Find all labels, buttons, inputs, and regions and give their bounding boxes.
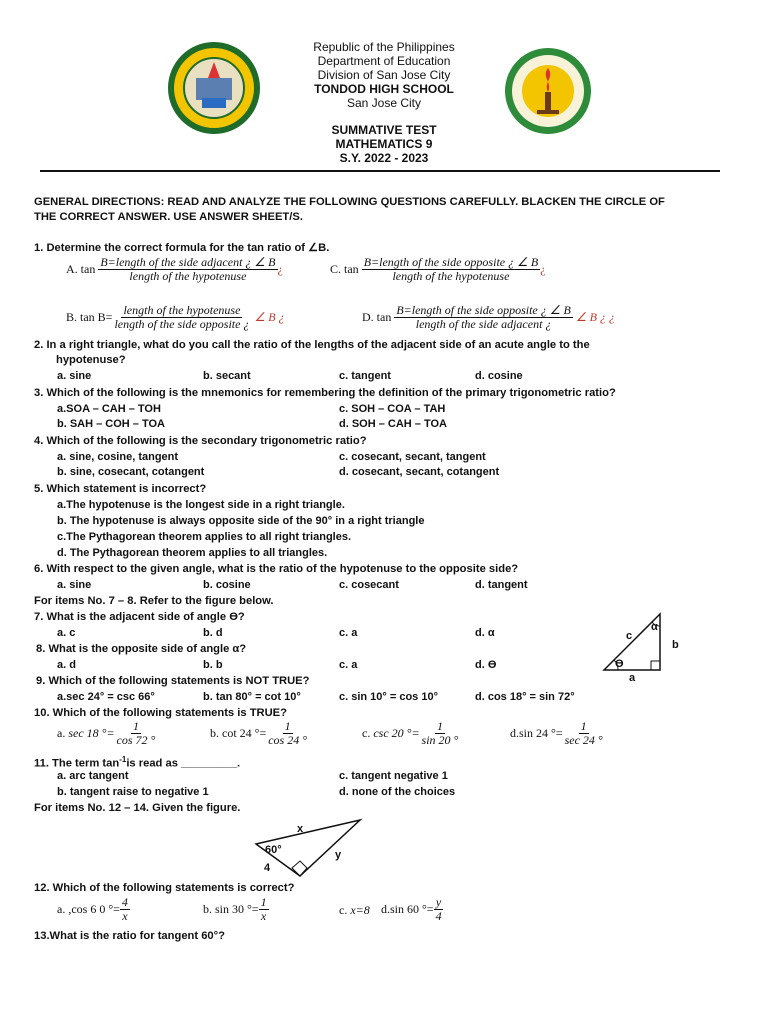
q10-a-fraction: [115, 720, 158, 747]
header-city: San Jose City: [346, 96, 422, 110]
q12-option-a[interactable]: [57, 896, 130, 923]
q12-d-label: d.: [381, 902, 390, 916]
q5-option-d[interactable]: d. The Pythagorean theorem applies to all triangles.: [57, 547, 328, 559]
q1-d-tan: tan: [376, 310, 392, 324]
q3-option-d[interactable]: d. SOH – CAH – TOA: [339, 418, 447, 430]
test-title: SUMMATIVE TEST: [331, 123, 437, 137]
q12-b-label: b.: [203, 902, 212, 916]
q2-stem-1: 2. In a right triangle, what do you call the ratio of the lengths of the adjacent side of an acute angle to the: [34, 339, 590, 351]
q10-c-numerator: 1: [436, 719, 443, 733]
q1-a-numerator: B=length of the side adjacent ¿ ∠ B: [100, 255, 276, 269]
q1-a-denominator: length of the hypotenuse: [129, 269, 247, 283]
q4-stem: 4. Which of the following is the secondary trigonometric ratio?: [34, 435, 367, 447]
q8-stem: 8. What is the opposite side of angle α?: [36, 643, 247, 655]
q10-option-c[interactable]: [362, 720, 460, 747]
q3-option-a[interactable]: a.SOA – CAH – TOH: [57, 403, 161, 415]
q12-c-label: c.: [339, 903, 348, 917]
q10-option-a[interactable]: [57, 720, 157, 747]
q1-stem: 1. Determine the correct formula for the tan ratio of ∠B.: [34, 242, 330, 254]
q12-a-label: a. ,: [57, 902, 72, 916]
q12-c-expr: x=8: [350, 903, 370, 917]
q5-stem: 5. Which statement is incorrect?: [34, 483, 207, 495]
q6-option-d[interactable]: d. tangent: [475, 579, 528, 591]
q10-a-numerator: 1: [132, 719, 139, 733]
q10-d-denominator: sec 24 °: [564, 733, 603, 747]
q1-b-denominator: length of the side opposite ¿: [114, 317, 250, 331]
items-12-14-instruction: For items No. 12 – 14. Given the figure.: [34, 802, 241, 814]
q4-option-a[interactable]: a. sine, cosine, tangent: [57, 451, 179, 463]
q1-b-tail: ∠ B ¿: [254, 310, 285, 324]
q6-option-c[interactable]: c. cosecant: [339, 579, 399, 591]
q6-option-b[interactable]: b. cosine: [203, 579, 251, 591]
q12-option-d[interactable]: [381, 896, 444, 923]
q12-a-denominator: x: [122, 909, 128, 923]
q1-option-b[interactable]: [66, 304, 285, 331]
q9-stem: 9. Which of the following statements is NOT TRUE?: [36, 675, 310, 687]
q5-option-c[interactable]: c.The Pythagorean theorem applies to all right triangles.: [57, 531, 352, 543]
q9-option-b[interactable]: b. tan 80° = cot 10°: [203, 691, 301, 703]
q12-b-numerator: 1: [260, 895, 267, 909]
q8-option-d[interactable]: d. ϴ: [475, 659, 497, 671]
q1-d-fraction: [394, 304, 573, 331]
q13-stem: 13.What is the ratio for tangent 60°?: [34, 930, 225, 942]
q3-option-b[interactable]: b. SAH – COH – TOA: [57, 418, 165, 430]
q1-a-label: A.: [66, 262, 78, 276]
q7-option-b[interactable]: b. d: [203, 627, 223, 639]
q7-stem: 7. What is the adjacent side of angle ϴ?: [34, 611, 245, 623]
q1-option-d[interactable]: [362, 304, 615, 331]
q1-d-numerator: B=length of the side opposite ¿ ∠ B: [396, 303, 571, 317]
q1-a-tail: ¿: [277, 262, 283, 276]
q1-b-label: B.: [66, 310, 78, 324]
q12-d-fraction: [434, 896, 444, 923]
q10-a-label: a.: [57, 726, 66, 740]
right-triangle-figure-2: [250, 816, 370, 880]
q3-stem: 3. Which of the following is the mnemonics for remembering the definition of the primary trigonometric ratio?: [34, 387, 616, 399]
q10-option-b[interactable]: [210, 720, 309, 747]
q11-option-a[interactable]: a. arc tangent: [57, 770, 129, 782]
q11-stem-post: is read as _________.: [126, 757, 241, 770]
q10-c-label: c.: [362, 726, 371, 740]
q12-d-numerator: y: [435, 895, 442, 909]
q1-d-label: D.: [362, 310, 374, 324]
q10-c-denominator: sin 20 °: [421, 733, 459, 747]
q11-option-d[interactable]: d. none of the choices: [339, 786, 456, 798]
q1-a-fraction: [98, 256, 277, 283]
q7-option-d[interactable]: d. α: [475, 627, 495, 639]
q2-stem-2: hypotenuse?: [56, 354, 126, 366]
q1-d-tail: ∠ B ¿ ¿: [575, 310, 615, 324]
q11-stem-pre: 11. The term tan: [34, 757, 120, 770]
subject-title: MATHEMATICS 9: [335, 137, 433, 151]
fig1-theta-label: ϴ: [615, 658, 624, 670]
q1-c-tan: tan: [344, 262, 359, 276]
fig1-side-a-label: a: [629, 672, 636, 684]
q2-option-b[interactable]: b. secant: [203, 370, 251, 382]
q12-a-fraction: [120, 896, 130, 923]
q10-b-numerator: 1: [284, 719, 291, 733]
q12-d-denominator: 4: [435, 909, 442, 923]
q11-stem-sup: -1: [119, 755, 127, 764]
q9-option-a[interactable]: a.sec 24° = csc 66°: [57, 691, 155, 703]
fig1-alpha-label: α: [651, 621, 658, 633]
q1-option-a[interactable]: [66, 256, 283, 283]
q12-b-lhs: sin 30 °=: [215, 902, 259, 916]
directions-line-2: THE CORRECT ANSWER. USE ANSWER SHEET/S.: [34, 211, 303, 223]
q10-b-label: b.: [210, 726, 219, 740]
q12-a-numerator: 4: [121, 895, 128, 909]
q10-b-fraction: [266, 720, 309, 747]
fig1-side-b-label: b: [672, 639, 679, 651]
q1-b-tan: tan B=: [80, 310, 113, 324]
q1-c-tail: ¿: [540, 262, 546, 276]
q12-d-lhs: sin 60 °=: [390, 902, 434, 916]
school-year: S.Y. 2022 - 2023: [339, 151, 429, 165]
right-triangle-figure-1: [596, 606, 688, 686]
q8-option-b[interactable]: b. b: [203, 659, 223, 671]
q10-stem: 10. Which of the following statements is TRUE?: [34, 707, 287, 719]
q1-c-numerator: B=length of the side opposite ¿ ∠ B: [363, 255, 539, 269]
q10-c-fraction: [420, 720, 461, 747]
q1-c-fraction: [362, 256, 541, 283]
q10-option-d[interactable]: [510, 720, 605, 747]
fig2-base-label: 4: [264, 862, 271, 874]
q10-c-lhs: csc 20 °=: [373, 726, 420, 740]
q11-option-c[interactable]: c. tangent negative 1: [339, 770, 448, 782]
fig2-angle-label: 60°: [265, 844, 282, 856]
q7-option-c[interactable]: c. a: [339, 627, 358, 639]
items-7-8-instruction: For items No. 7 – 8. Refer to the figure below.: [34, 595, 274, 607]
q1-c-label: C.: [330, 262, 342, 276]
q5-option-a[interactable]: a.The hypotenuse is the longest side in a right triangle.: [57, 499, 345, 511]
q10-d-label: d.: [510, 726, 519, 740]
q10-a-lhs: sec 18 °=: [68, 726, 115, 740]
q5-option-b[interactable]: b. The hypotenuse is always opposite side of the 90° in a right triangle: [57, 515, 425, 527]
q1-b-numerator: length of the hypotenuse: [123, 303, 241, 317]
header-divider: [40, 170, 720, 172]
q1-a-tan: tan: [80, 262, 96, 276]
q11-option-b[interactable]: b. tangent raise to negative 1: [57, 786, 209, 798]
q4-option-b[interactable]: b. sine, cosecant, cotangent: [57, 466, 205, 478]
q9-option-c[interactable]: c. sin 10° = cos 10°: [339, 691, 438, 703]
q4-option-c[interactable]: c. cosecant, secant, tangent: [339, 451, 486, 463]
q12-option-c[interactable]: [339, 903, 370, 918]
q1-c-denominator: length of the hypotenuse: [392, 269, 510, 283]
q6-stem: 6. With respect to the given angle, what is the ratio of the hypotenuse to the opposite side?: [34, 563, 519, 575]
header-republic: Republic of the Philippines: [313, 40, 455, 54]
fig2-side-x-label: x: [297, 823, 304, 835]
header-department: Department of Education: [317, 54, 451, 68]
q10-b-lhs: cot 24 °=: [222, 726, 267, 740]
q10-d-lhs: sin 24 °=: [519, 726, 563, 740]
q12-a-lhs: cos 6 0 °=: [71, 902, 120, 916]
q12-stem: 12. Which of the following statements is correct?: [34, 882, 295, 894]
directions-line-1: GENERAL DIRECTIONS: READ AND ANALYZE THE FOLLOWING QUESTIONS CAREFULLY. BLACKEN THE CIRCLE OF: [34, 196, 665, 208]
q1-b-fraction: [112, 304, 251, 331]
header-school: TONDOD HIGH SCHOOL: [314, 82, 454, 96]
q6-option-a[interactable]: a. sine: [57, 579, 92, 591]
q8-option-a[interactable]: a. d: [57, 659, 76, 671]
q10-d-numerator: 1: [580, 719, 587, 733]
header-division: Division of San Jose City: [317, 68, 451, 82]
fig2-side-y-label: y: [335, 849, 342, 861]
q3-option-c[interactable]: c. SOH – COA – TAH: [339, 403, 446, 415]
q12-option-b[interactable]: [203, 896, 269, 923]
q10-b-denominator: cos 24 °: [268, 733, 308, 747]
q1-option-c[interactable]: [330, 256, 546, 283]
q1-d-denominator: length of the side adjacent ¿: [415, 317, 552, 331]
q12-b-fraction: [259, 896, 269, 923]
q7-option-a[interactable]: a. c: [57, 627, 76, 639]
fig1-side-c-label: c: [626, 630, 633, 642]
q4-option-d[interactable]: d. cosecant, secant, cotangent: [339, 466, 500, 478]
q10-a-denominator: cos 72 °: [116, 733, 156, 747]
q10-d-fraction: [563, 720, 605, 747]
q12-b-denominator: x: [260, 909, 267, 923]
q9-option-d[interactable]: d. cos 18° = sin 72°: [475, 691, 575, 703]
q2-option-a[interactable]: a. sine: [57, 370, 92, 382]
q8-option-c[interactable]: c. a: [339, 659, 358, 671]
q2-option-d[interactable]: d. cosine: [475, 370, 523, 382]
q2-option-c[interactable]: c. tangent: [339, 370, 391, 382]
